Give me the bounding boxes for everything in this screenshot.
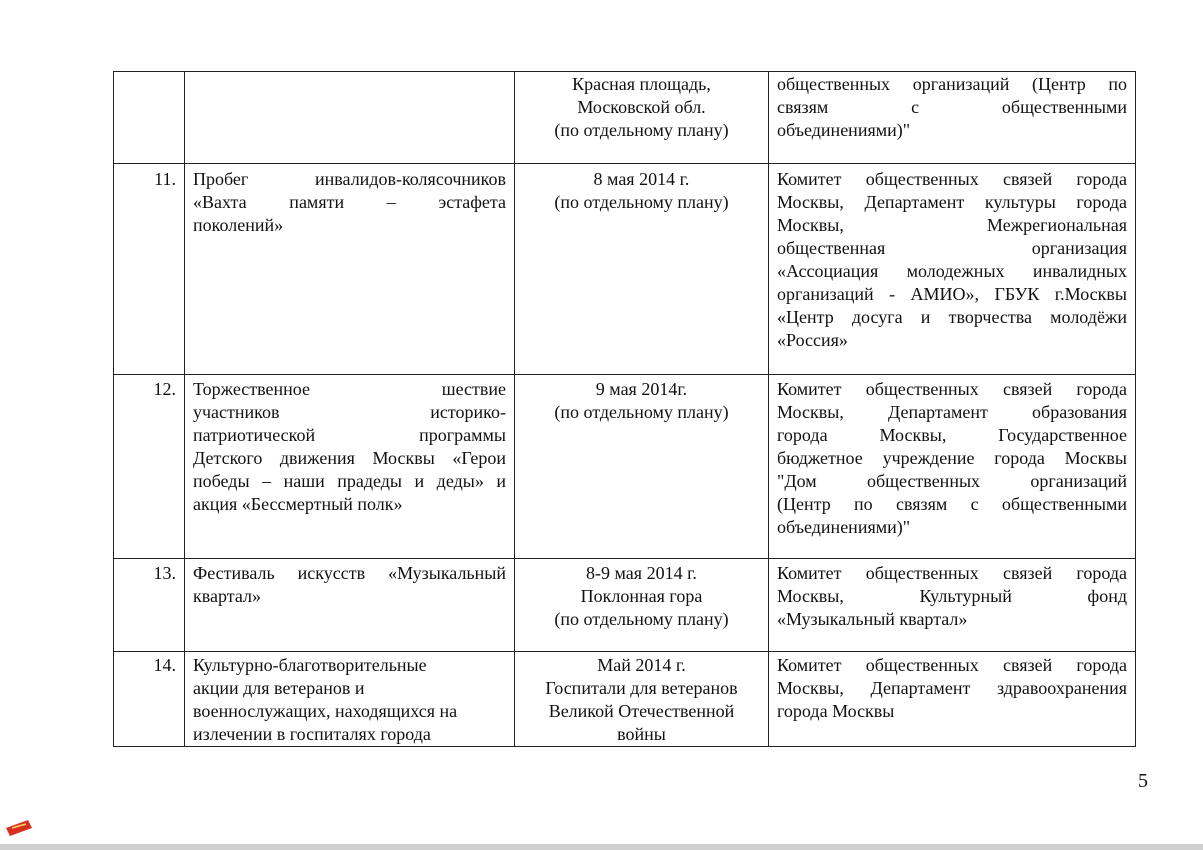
row-number: 14. bbox=[114, 652, 185, 747]
event-organizers bbox=[769, 559, 1136, 652]
event-title bbox=[185, 164, 515, 375]
title-line: военнослужащих, находящихся на bbox=[193, 701, 458, 721]
date-line: Красная площадь, bbox=[572, 74, 711, 94]
page-bottom-edge bbox=[0, 844, 1203, 850]
date-line: 8-9 мая 2014 г. bbox=[586, 563, 697, 583]
event-organizers bbox=[769, 164, 1136, 375]
org-line: организаций - АМИО», ГБУК г.Москвы bbox=[777, 284, 1127, 304]
event-organizers bbox=[769, 72, 1136, 164]
events-table bbox=[113, 71, 1136, 747]
row-number: 13. bbox=[114, 559, 185, 652]
org-line: Москвы, Межрегиональная bbox=[777, 215, 1127, 235]
title-line: Культурно-благотворительные bbox=[193, 655, 427, 675]
title-line: «Вахта памяти – эстафета bbox=[193, 192, 506, 212]
title-line: Детского движения Москвы «Герои bbox=[193, 448, 506, 468]
org-line: Москвы, Департамент здравоохранения bbox=[777, 678, 1127, 698]
org-line: города Москвы, Государственное bbox=[777, 425, 1127, 445]
date-line: войны bbox=[617, 724, 666, 744]
org-line: общественных организаций (Центр по bbox=[777, 74, 1127, 94]
row-number: 11. bbox=[114, 164, 185, 375]
org-line: общественная организация bbox=[777, 238, 1127, 258]
title-line: участников историко- bbox=[193, 402, 506, 422]
title-line: акции для ветеранов и bbox=[193, 678, 365, 698]
table-row bbox=[114, 72, 1136, 164]
table-row bbox=[114, 652, 1136, 747]
event-title bbox=[185, 72, 515, 164]
title-line: победы – наши прадеды и деды» и bbox=[193, 471, 506, 491]
date-line: (по отдельному плану) bbox=[554, 120, 729, 140]
table-row bbox=[114, 559, 1136, 652]
event-title bbox=[185, 652, 515, 747]
org-line: «Россия» bbox=[777, 330, 848, 350]
title-line: Торжественное шествие bbox=[193, 379, 506, 399]
org-line: бюджетное учреждение города Москвы bbox=[777, 448, 1127, 468]
org-line: связям с общественными bbox=[777, 97, 1127, 117]
page-number: 5 bbox=[1138, 770, 1148, 792]
date-line: Май 2014 г. bbox=[597, 655, 686, 675]
title-line: акция «Бессмертный полк» bbox=[193, 494, 403, 514]
org-line: «Центр досуга и творчества молодёжи bbox=[777, 307, 1127, 327]
org-line: Москвы, Департамент культуры города bbox=[777, 192, 1127, 212]
event-title bbox=[185, 375, 515, 559]
date-line: Московской обл. bbox=[577, 97, 706, 117]
table-row bbox=[114, 375, 1136, 559]
title-line: патриотической программы bbox=[193, 425, 506, 445]
events-table-body bbox=[114, 72, 1136, 747]
org-line: объединениями)" bbox=[777, 120, 911, 140]
title-line: поколений» bbox=[193, 215, 284, 235]
date-line: 8 мая 2014 г. bbox=[593, 169, 690, 189]
org-line: Комитет общественных связей города bbox=[777, 169, 1127, 189]
row-number: 12. bbox=[114, 375, 185, 559]
title-line: квартал» bbox=[193, 586, 261, 606]
title-line: излечении в госпиталях города bbox=[193, 724, 431, 744]
stamp-icon bbox=[4, 818, 34, 838]
event-date-place bbox=[515, 164, 769, 375]
org-line: (Центр по связям с общественными bbox=[777, 494, 1127, 514]
date-line: 9 мая 2014г. bbox=[595, 379, 688, 399]
date-line: Поклонная гора bbox=[580, 586, 703, 606]
date-line: Великой Отечественной bbox=[548, 701, 735, 721]
date-line: Госпитали для ветеранов bbox=[545, 678, 738, 698]
org-line: «Музыкальный квартал» bbox=[777, 609, 968, 629]
org-line: Комитет общественных связей города bbox=[777, 379, 1127, 399]
row-number bbox=[114, 72, 185, 164]
event-title bbox=[185, 559, 515, 652]
org-line: Комитет общественных связей города bbox=[777, 563, 1127, 583]
org-line: Комитет общественных связей города bbox=[777, 655, 1127, 675]
org-line: города Москвы bbox=[777, 701, 895, 721]
date-line: (по отдельному плану) bbox=[554, 609, 729, 629]
title-line: Фестиваль искусств «Музыкальный bbox=[193, 563, 506, 583]
event-organizers bbox=[769, 375, 1136, 559]
org-line: Москвы, Культурный фонд bbox=[777, 586, 1127, 606]
event-date-place bbox=[515, 559, 769, 652]
event-organizers bbox=[769, 652, 1136, 747]
org-line: "Дом общественных организаций bbox=[777, 471, 1127, 491]
event-date-place bbox=[515, 652, 769, 747]
title-line: Пробег инвалидов-колясочников bbox=[193, 169, 506, 189]
date-line: (по отдельному плану) bbox=[554, 192, 729, 212]
org-line: Москвы, Департамент образования bbox=[777, 402, 1127, 422]
date-line: (по отдельному плану) bbox=[554, 402, 729, 422]
org-line: объединениями)" bbox=[777, 517, 911, 537]
event-date-place bbox=[515, 72, 769, 164]
event-date-place bbox=[515, 375, 769, 559]
org-line: «Ассоциация молодежных инвалидных bbox=[777, 261, 1127, 281]
table-row bbox=[114, 164, 1136, 375]
